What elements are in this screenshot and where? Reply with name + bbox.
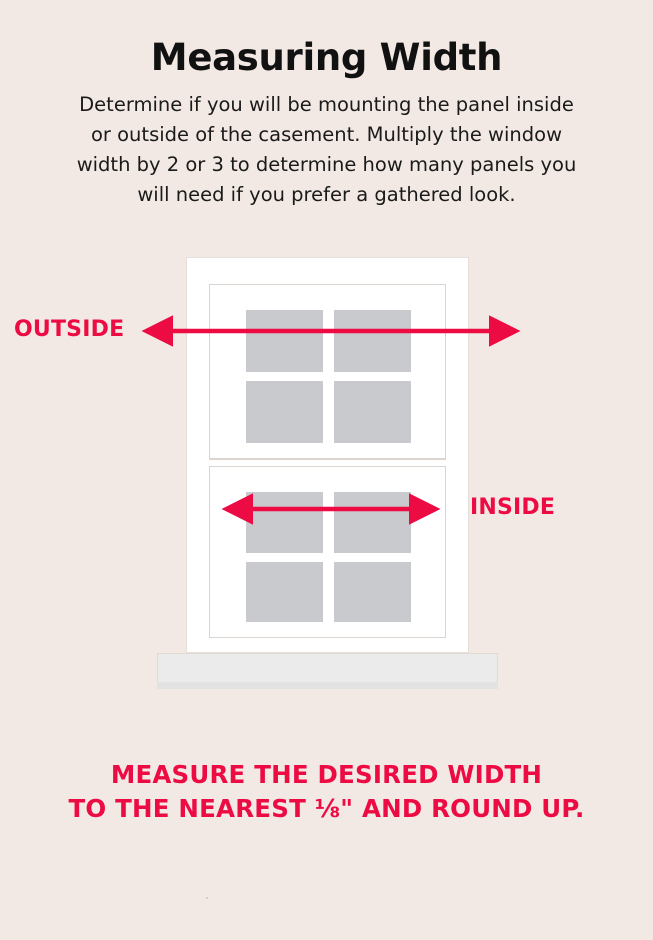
window-pane [246,492,323,553]
decorative-dot [206,897,208,899]
footer-callout [0,758,653,826]
outside-label: OUTSIDE [14,317,125,342]
page-title: Measuring Width [150,36,503,79]
window-pane [246,562,323,622]
inside-label: INSIDE [470,495,556,520]
window-pane [334,310,411,372]
window-sill-lip [157,682,498,689]
window-pane [334,381,411,443]
window-meeting-rail [209,459,446,467]
footer-line-1: MEASURE THE DESIRED WIDTH [110,760,543,789]
footer-line-2: TO THE NEAREST ⅛" AND ROUND UP. [68,794,585,823]
window-pane [246,381,323,443]
window-pane [246,310,323,372]
window-pane [334,492,411,553]
page-description: Determine if you will be mounting the panel inside or outside of the casement. Multiply the window width by 2 or 3 to determine how many panels you will need if you prefer a gathered look. [76,93,577,206]
window-pane [334,562,411,622]
